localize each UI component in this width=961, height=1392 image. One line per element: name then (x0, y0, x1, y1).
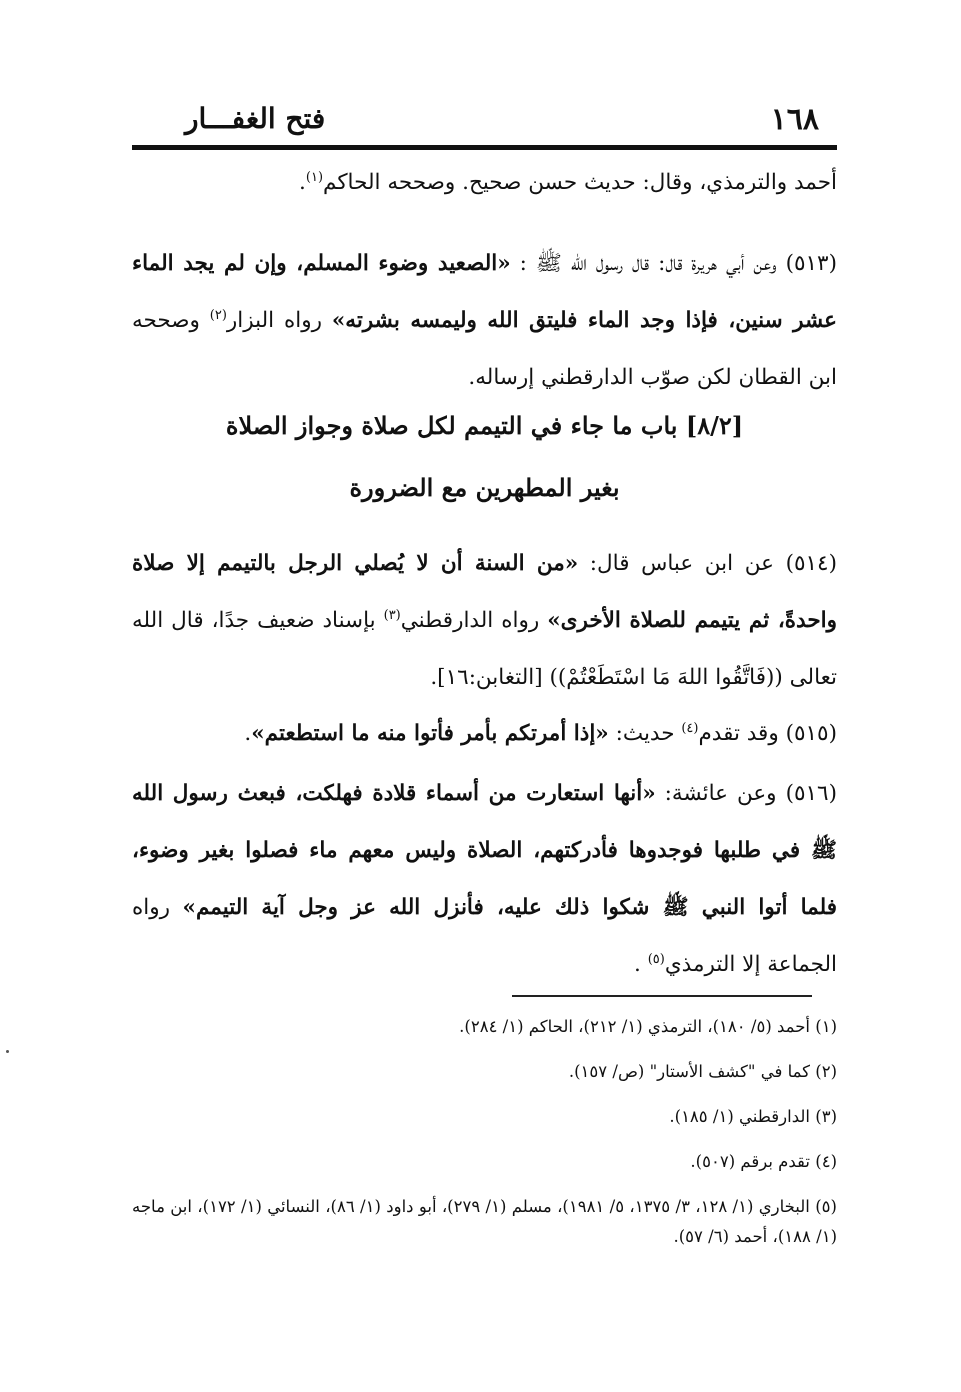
footnotes (132, 1012, 837, 1252)
footnote-ref: (٤) (681, 720, 699, 736)
footnote-ref: (٥) (647, 951, 665, 967)
hadith-quote: «الصعيد وضوء المسلم، وإن لم يجد الماء عشر سنين، فإذا وجد الماء فليتق الله وليمسه بشرته» (132, 251, 837, 333)
paragraph-text: وصححه ابن القطان لكن صوّب الدارقطني إرساله. (132, 308, 837, 390)
footnote-ref: (١) (305, 169, 324, 185)
header-rule (132, 145, 837, 150)
paragraph-text: عن ابن عباس قال: (578, 551, 786, 576)
hadith-number: (٥١٤) (785, 551, 837, 576)
footnote: (٤) تقدم برقم (٥٠٧). (690, 1152, 837, 1171)
paragraph-text: رواه الجماعة إلا الترمذي (132, 895, 837, 977)
paragraph-text: وعن أبي هريرة قال: قال رسول الله ﷺ : (510, 251, 786, 276)
hadith-515 (132, 705, 837, 762)
running-title: فتح الغفـــار (185, 102, 326, 135)
hadith-quote: «أنها استعارت من أسماء قلادة فهلكت، فبعث رسول الله ﷺ في طلبها فوجدوها فأدركتهم، الصلاة وليس معهم ماء فصلوا بغير وضوء، فلما أتوا النبي ﷺ شكوا ذلك عليه، فأنزل الله عز وجل آية التيمم» (132, 781, 837, 920)
chapter-heading-line: [٨/٢] باب ما جاء في التيمم لكل صلاة وجواز الصلاة (225, 411, 744, 440)
footnote: (١) أحمد (٥/ ١٨٠)، الترمذي (١/ ٢١٢)، الحاكم (١/ ٢٨٤). (459, 1017, 837, 1036)
hadith-number: (٥١٣) (785, 251, 837, 276)
footnote-ref: (٣) (383, 607, 401, 623)
footnote: (٢) كما في "كشف الأستار" (ص/ ١٥٧). (568, 1062, 837, 1081)
paragraph-text: وعن عائشة: (655, 781, 786, 806)
footnote-ref: (٢) (209, 307, 227, 323)
paragraph-text: . (244, 721, 252, 746)
paragraph-text: . (299, 170, 306, 195)
paragraph-text: رواه البزار (226, 308, 332, 333)
hadith-number: (٥١٥) (785, 721, 837, 746)
hadith-quote: «من السنة أن لا يُصلي الرجل بالتيمم إلا صلاة واحدةً، ثم يتيمم للصلاة الأخرى» (132, 551, 837, 633)
hadith-513 (132, 235, 837, 406)
hadith-quote: «إذا أمرتكم بأمر فأتوا منه ما استطعتم» (251, 721, 609, 746)
paragraph-continuation (132, 168, 837, 198)
hadith-516 (132, 765, 837, 993)
paragraph-text: حديث: (608, 721, 682, 746)
chapter-heading-line: بغير المطهرين مع الضرورة (349, 473, 620, 502)
paragraph-text: رواه الدارقطني (400, 608, 548, 633)
paragraph-text: وقد تقدم (698, 721, 786, 746)
footnote: (٥) البخاري (١/ ١٢٨، ٣/ ١٣٧٥، ٥/ ١٩٨١)، مسلم (١/ ٢٧٩)، أبو داود (١/ ٨٦)، النسائي (١/ ١٧٢)، ابن ماجه (١/ ١٨٨)، أحمد (٦/ ٥٧). (132, 1197, 837, 1246)
paragraph-text: أحمد والترمذي، وقال: حديث حسن صحيح. وصححه الحاكم (323, 170, 837, 195)
hadith-514 (132, 535, 837, 706)
chapter-heading (132, 395, 837, 519)
scan-speck (6, 1050, 9, 1053)
paragraph-text: بإسناد ضعيف جدًا، قال الله تعالى ((فَاتَّقُوا اللهَ مَا اسْتَطَعْتُمْ)) [التغابن:١٦]. (132, 608, 837, 690)
hadith-number: (٥١٦) (785, 781, 837, 806)
page-header (135, 100, 835, 144)
page-number: ١٦٨ (770, 102, 819, 137)
paragraph-text: . (634, 952, 648, 977)
footnote-rule (512, 995, 812, 997)
footnote: (٣) الدارقطني (١/ ١٨٥). (669, 1107, 837, 1126)
